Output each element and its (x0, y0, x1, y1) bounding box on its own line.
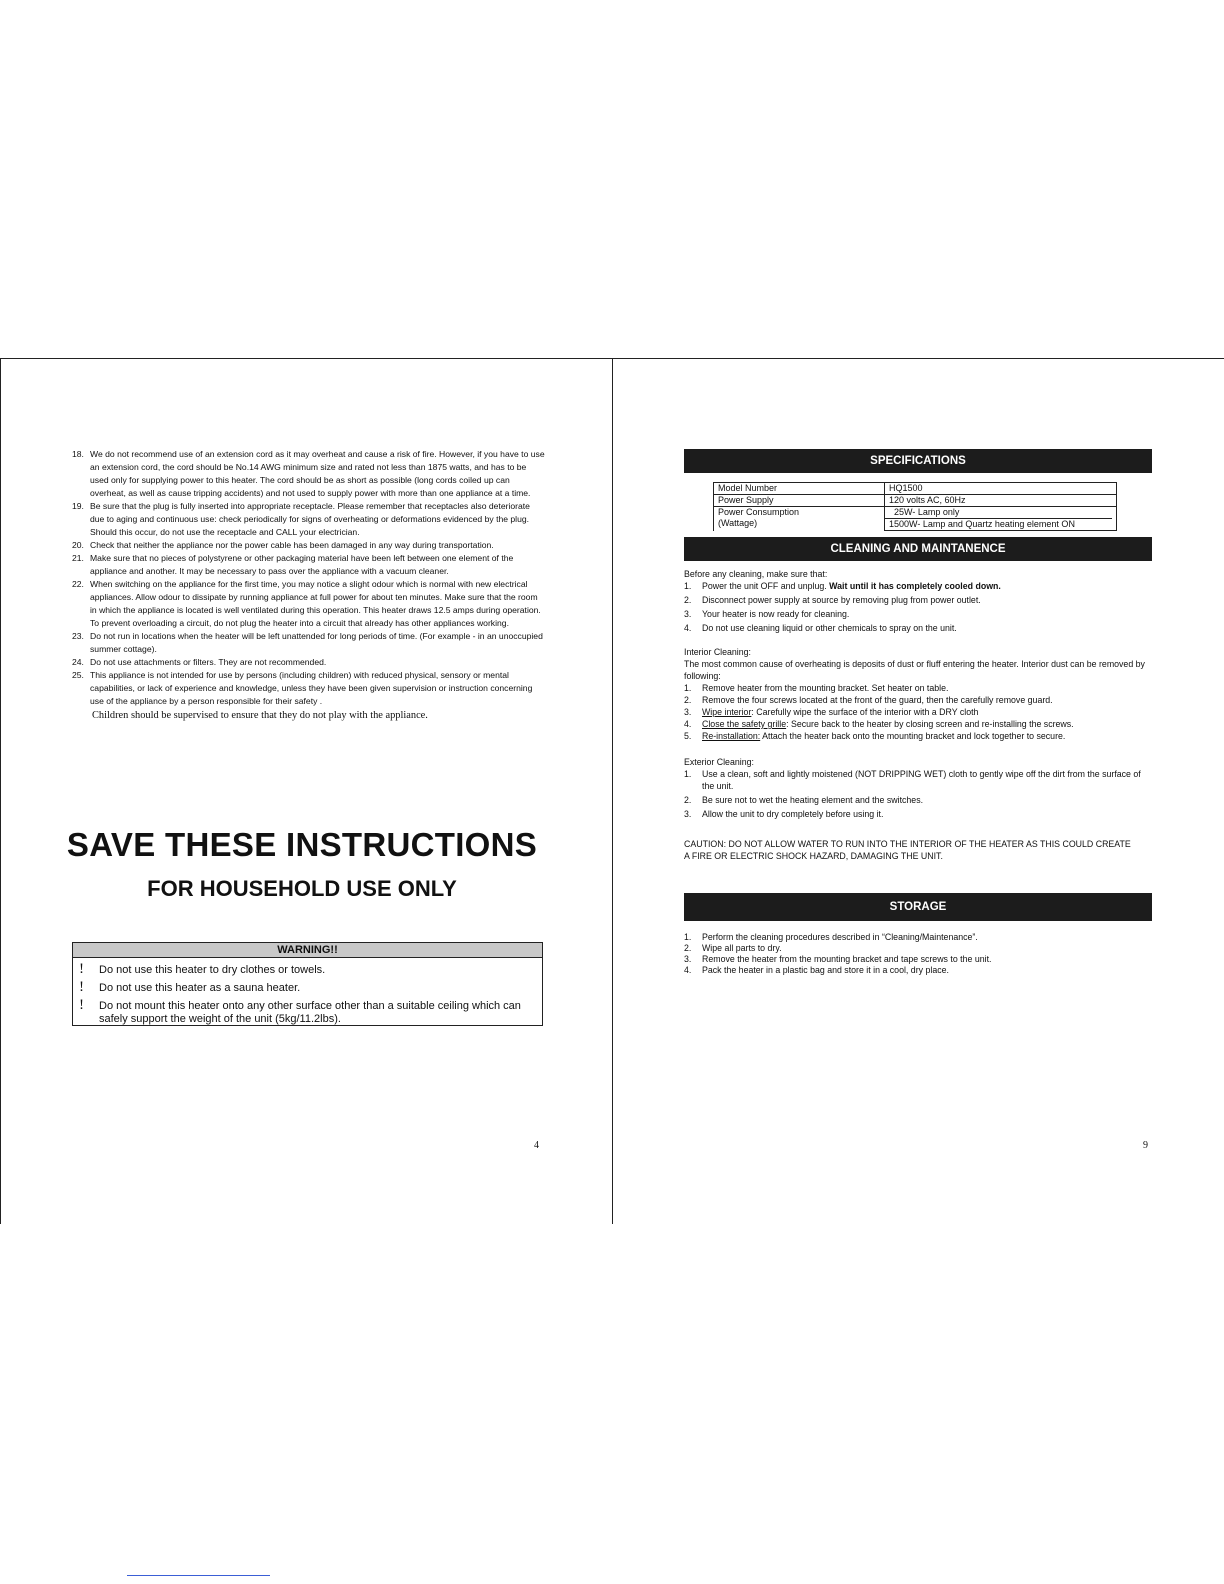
page-number-left: 4 (534, 1140, 539, 1151)
list-item: 3. Your heater is now ready for cleaning. (684, 609, 850, 619)
page-divider (612, 358, 613, 1224)
list-item: 1. Use a clean, soft and lightly moistened (NOT DRIPPING WET) cloth to gently wipe off the dirt from the surface of the unit. (684, 769, 1141, 791)
cleaning-section (684, 568, 1152, 636)
exterior-cleaning-title: Exterior Cleaning: (684, 757, 754, 767)
cleaning-intro: Before any cleaning, make sure that: (684, 569, 828, 579)
rule-item: 20. Check that neither the appliance nor the power cable has been damaged in any way during transportation. (72, 540, 494, 550)
list-item: 4. Close the safety grille: Secure back to the heater by closing screen and re-installing the screws. (684, 719, 1074, 729)
household-use-heading: FOR HOUSEHOLD USE ONLY (147, 876, 457, 901)
list-item: 3. Wipe interior: Carefully wipe the surface of the interior with a DRY cloth (684, 707, 979, 717)
interior-steps-list (684, 682, 1152, 742)
page-number-right: 9 (1143, 1140, 1148, 1151)
specifications-heading: SPECIFICATIONS (684, 449, 1152, 473)
list-item: 2. Remove the four screws located at the front of the guard, then the carefully remove guard. (684, 695, 1053, 705)
rule-item: 18. We do not recommend use of an extension cord as it may overheat and cause a risk of fire. However, if you have to use an extension cord, the cord should be No.14 AWG minimum size and rated not less than 1875 watts, and has to be used only for supplying power to this heater. The cord should be as short as possible (long cords coiled up can overheat, as well as cause tripping accidents) and not used to supply power with more than one appliance at a time. (72, 449, 545, 498)
interior-cleaning-section (684, 646, 1152, 742)
exclamation-icon: ! (79, 961, 84, 977)
rule-item: 24. Do not use attachments or filters. They are not recommended. (72, 657, 327, 667)
exterior-steps-list (684, 768, 1152, 820)
list-item: 1. Power the unit OFF and unplug. Wait until it has completely cooled down. (684, 581, 1001, 591)
interior-cleaning-title: Interior Cleaning: (684, 647, 751, 657)
warning-box (72, 942, 543, 1026)
safety-rules-list (58, 448, 546, 708)
exclamation-icon: ! (79, 979, 84, 995)
exclamation-icon: ! (79, 997, 84, 1013)
left-page-content (58, 448, 546, 722)
storage-steps-list (684, 932, 1152, 976)
list-item: 1. Remove heater from the mounting bracket. Set heater on table. (684, 683, 949, 693)
warning-item: ! Do not mount this heater onto any other surface other than a suitable ceiling which can safely support the weight of the unit (5kg/11.2lbs). (79, 997, 521, 1025)
exterior-cleaning-section (684, 756, 1152, 822)
rule-item: 21. Make sure that no pieces of polystyrene or other packaging material have been left between one element of the appliance and another. It may be necessary to pass over the appliance with a vacuum cleaner. (72, 553, 514, 576)
rule-item: 22. When switching on the appliance for the first time, you may notice a slight odour which is normal with new electrical appliances. Allow odour to dissipate by running appliance at full power for about ten minutes. Make sure that the room in which the appliance is located is well ventilated during this operation. This heater draws 12.5 amps during operation. To prevent overloading a circuit, do not plug the heater into a circuit that already has other appliances working. (72, 579, 541, 628)
specifications-table (713, 482, 1117, 531)
save-instructions-heading: SAVE THESE INSTRUCTIONS (66, 826, 538, 863)
list-item: 1. Perform the cleaning procedures described in “Cleaning/Maintenance”. (684, 932, 978, 942)
page-frame-left-border (0, 358, 1, 1224)
list-item: 2. Disconnect power supply at source by removing plug from power outlet. (684, 595, 981, 605)
rule-item: 19. Be sure that the plug is fully inserted into appropriate receptacle. Please remember that receptacles also deteriorate due to aging and continuous use: check periodically for signs of overheating or deformations evidenced by the plug. Should this occur, do not use the receptacle and CALL your electrician. (72, 501, 530, 537)
list-item: 2. Wipe all parts to dry. (684, 943, 782, 953)
warning-list (73, 958, 542, 1026)
list-item: 4. Do not use cleaning liquid or other chemicals to spray on the unit. (684, 623, 957, 633)
list-item: 3. Remove the heater from the mounting bracket and tape screws to the unit. (684, 954, 992, 964)
storage-section (684, 932, 1152, 976)
list-item: 2. Be sure not to wet the heating element and the switches. (684, 795, 924, 805)
supervision-note: Children should be supervised to ensure that they do not play with the appliance. (92, 710, 428, 721)
warning-title: WARNING!! (73, 943, 542, 958)
link-underline (127, 1575, 270, 1576)
list-item: 5. Re-installation: Attach the heater back onto the mounting bracket and lock together to secure. (684, 731, 1066, 741)
rule-item: 25. This appliance is not intended for use by persons (including children) with reduced physical, sensory or mental capabilities, or lack of experience and knowledge, unless they have been given supervision or instruction concerning use of the appliance by a person responsible for their safety . (72, 670, 533, 706)
cleaning-steps-list (684, 580, 1152, 634)
cleaning-heading: CLEANING AND MAINTANENCE (684, 537, 1152, 561)
list-item: 3. Allow the unit to dry completely before using it. (684, 809, 884, 819)
table-row: Power Consumption (Wattage) 25W- Lamp only 1500W- Lamp and Quartz heating element ON (714, 507, 1117, 531)
storage-heading: STORAGE (684, 893, 1152, 921)
caution-note: CAUTION: DO NOT ALLOW WATER TO RUN INTO THE INTERIOR OF THE HEATER AS THIS COULD CREATE A FIRE OR ELECTRIC SHOCK HAZARD, DAMAGING THE UNIT. (684, 839, 1131, 861)
table-row: Power Supply 120 volts AC, 60Hz (714, 495, 1117, 507)
interior-cleaning-intro: The most common cause of overheating is deposits of dust or fluff entering the heater. Interior dust can be removed by following: (684, 659, 1145, 681)
rule-item: 23. Do not run in locations when the heater will be left unattended for long periods of time. (For example - in an unoccupied summer cottage). (72, 631, 543, 654)
warning-item: ! Do not use this heater to dry clothes or towels. (79, 961, 326, 977)
list-item: 4. Pack the heater in a plastic bag and store it in a cool, dry place. (684, 965, 949, 975)
table-row: Model Number HQ1500 (714, 483, 1117, 495)
warning-item: ! Do not use this heater as a sauna heater. (79, 979, 301, 995)
